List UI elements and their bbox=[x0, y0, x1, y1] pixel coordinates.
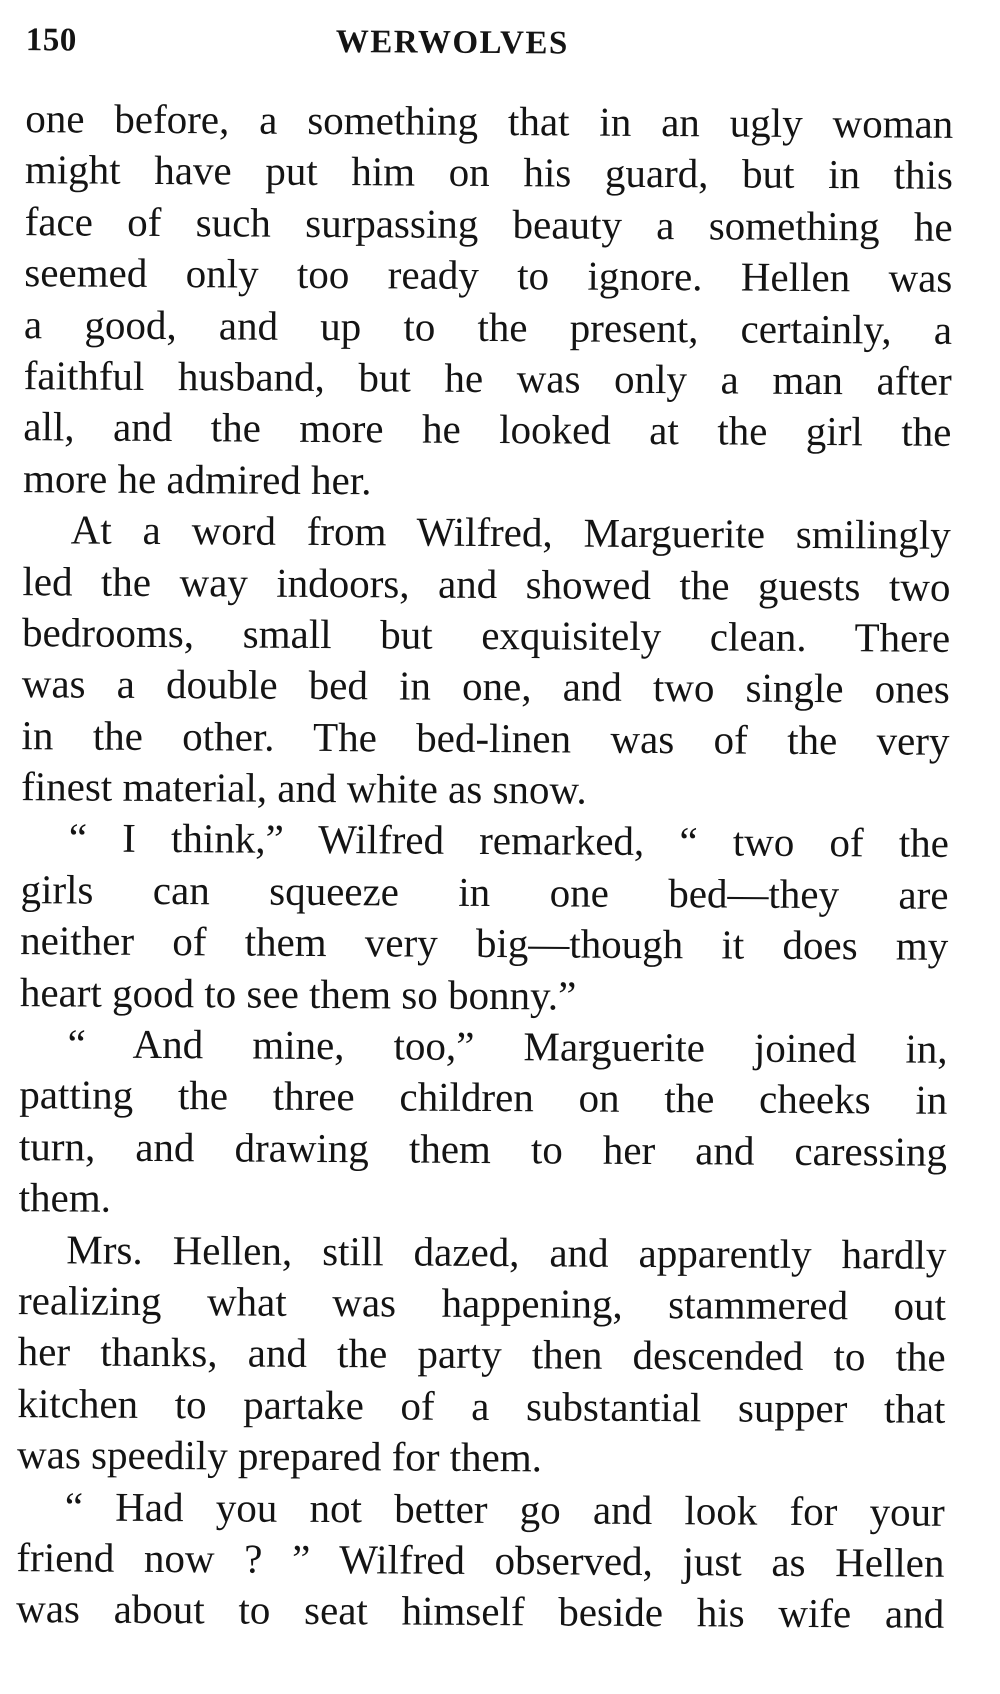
text-line: turn, and drawing them to her and caressing bbox=[18, 1122, 948, 1175]
text-line: all, and the more he looked at the girl the bbox=[23, 403, 952, 456]
running-title: WERWOLVES bbox=[335, 24, 569, 62]
text-line: more he admired her. bbox=[22, 454, 372, 504]
text-line: bedrooms, small but exquisitely clean. There bbox=[21, 609, 951, 661]
paragraph-first-line: “ I think,” Wilfred remarked, “ two of the bbox=[68, 814, 950, 867]
text-line: friend now ? ” Wilfred observed, just as Hellen bbox=[16, 1534, 945, 1586]
paragraph-first-line: “ Had you not better go and look for your bbox=[64, 1482, 945, 1535]
paragraph-first-line: “ And mine, too,” Marguerite joined in, bbox=[67, 1020, 948, 1072]
text-line: in the other. The bed-linen was of the very bbox=[21, 711, 950, 764]
text-line: finest material, and white as snow. bbox=[21, 763, 587, 813]
body-text bbox=[16, 93, 953, 1640]
text-line: face of such surpassing beauty a something he bbox=[24, 197, 953, 250]
text-line: her thanks, and the party then descended to the bbox=[17, 1328, 946, 1381]
text-line: was about to seat himself beside his wife and bbox=[16, 1585, 945, 1638]
text-line: led the way indoors, and showed the guests two bbox=[22, 557, 951, 610]
text-line: heart good to see them so bonny.” bbox=[19, 968, 577, 1019]
running-head bbox=[26, 14, 946, 80]
text-line: one before, a something that in an ugly woman bbox=[25, 95, 954, 147]
text-line: realizing what was happening, stammered out bbox=[17, 1277, 947, 1329]
text-line: was a double bed in one, and two single ones bbox=[21, 660, 950, 713]
paragraph-first-line: At a word from Wilfred, Marguerite smilingly bbox=[70, 506, 951, 558]
text-line: faithful husband, but he was only a man after bbox=[23, 352, 952, 404]
text-line: seemed only too ready to ignore. Hellen was bbox=[24, 249, 953, 301]
text-line: was speedily prepared for them. bbox=[16, 1431, 543, 1481]
text-line: a good, and up to the present, certainly, a bbox=[23, 300, 953, 353]
page-number: 150 bbox=[25, 22, 77, 59]
text-line: neither of them very big—though it does my bbox=[20, 917, 949, 970]
text-line: kitchen to partake of a substantial supper that bbox=[17, 1379, 946, 1432]
text-line: might have put him on his guard, but in this bbox=[24, 146, 954, 199]
text-line: them. bbox=[18, 1174, 112, 1221]
text-line: girls can squeeze in one bed—they are bbox=[20, 866, 949, 918]
text-line: patting the three children on the cheeks in bbox=[19, 1071, 948, 1124]
paragraph-first-line: Mrs. Hellen, still dazed, and apparently hardly bbox=[66, 1226, 947, 1278]
